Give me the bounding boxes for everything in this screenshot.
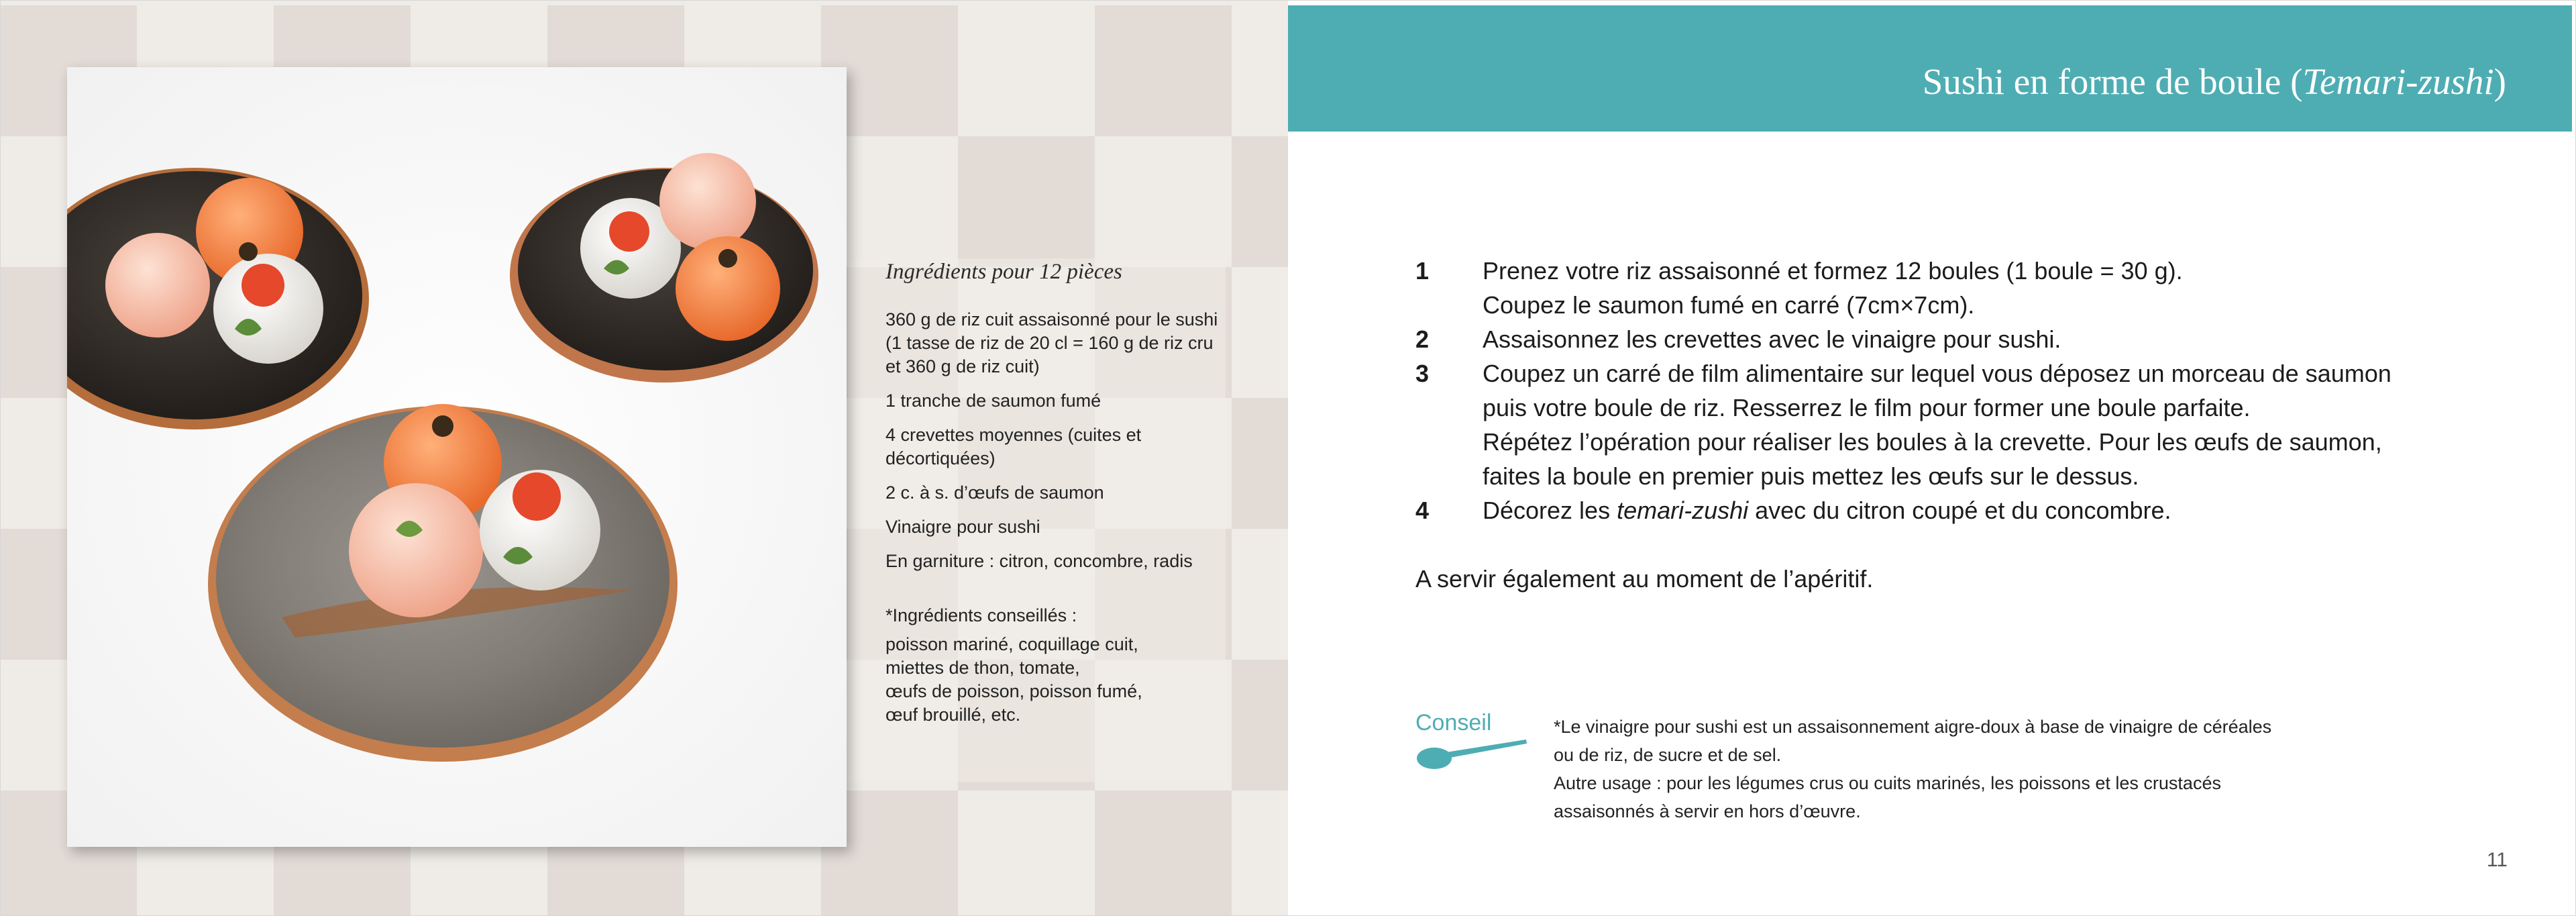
step-text <box>1483 493 2462 527</box>
step-text: Répétez l’opération pour réaliser les boules à la crevette. Pour les œufs de saumon, <box>1483 428 2382 456</box>
step-1 <box>1415 254 2462 322</box>
tip-block <box>1415 710 1491 736</box>
step-text-post: avec du citron coupé et du concombre. <box>1748 497 2171 524</box>
step-2 <box>1415 322 2462 356</box>
sushi-photo <box>67 67 847 847</box>
recommended-ingredients-body: poisson mariné, coquillage cuit, miettes de thon, tomate, œufs de poisson, poisson fumé, œuf brouillé, etc. <box>885 634 1142 725</box>
steps-list <box>1415 254 2462 527</box>
ingredients-title: Ingrédients pour 12 pièces <box>885 260 1122 284</box>
sushi-photo-illustration <box>67 67 847 847</box>
recipe-title <box>1923 60 2506 103</box>
serving-note: A servir également au moment de l’apéritif. <box>1415 565 1874 593</box>
ingredient-item: 1 tranche de saumon fumé <box>885 391 1102 411</box>
checker-cell <box>1232 660 1288 791</box>
checker-cell <box>1232 398 1288 529</box>
tip-line: Autre usage : pour les légumes crus ou cuits marinés, les poissons et les crustacés <box>1554 773 2221 793</box>
page-number: 11 <box>2486 849 2508 871</box>
recommended-ingredients-title: *Ingrédients conseillés : <box>885 605 1077 625</box>
recipe-title-main: Sushi en forme de boule ( <box>1922 61 2303 102</box>
checker-cell <box>1095 5 1232 136</box>
step-text: faites la boule en premier puis mettez les œufs sur le dessus. <box>1483 462 2139 490</box>
step-text: puis votre boule de riz. Resserrez le film pour former une boule parfaite. <box>1483 394 2251 421</box>
checker-cell <box>1095 791 1232 916</box>
tip-text <box>1554 713 2359 825</box>
step-number: 2 <box>1415 325 1430 353</box>
ingredient-item: 2 c. à s. d’œufs de saumon <box>885 482 1104 503</box>
step-text: Coupez un carré de film alimentaire sur lequel vous déposez un morceau de saumon <box>1483 360 2392 387</box>
ingredient-item: En garniture : citron, concombre, radis <box>885 551 1193 571</box>
step-number: 3 <box>1415 360 1430 387</box>
tip-line: assaisonnés à servir en hors d’œuvre. <box>1554 801 1861 821</box>
step-number: 1 <box>1415 257 1430 285</box>
checker-cell <box>1232 136 1288 267</box>
title-banner <box>1288 5 2572 132</box>
right-page <box>1288 0 2576 916</box>
step-text-italic: temari-zushi <box>1617 497 1749 524</box>
ingredient-item: Vinaigre pour sushi <box>885 517 1040 537</box>
ingredient-item: 360 g de riz cuit assaisonné pour le sushi (1 tasse de riz de 20 cl = 160 g de riz cru et 360 g de riz cuit) <box>885 309 1218 376</box>
recipe-title-close: ) <box>2493 61 2506 102</box>
step-3 <box>1415 356 2462 493</box>
step-text: Assaisonnez les crevettes avec le vinaigre pour sushi. <box>1483 325 2061 353</box>
ingredients-list <box>885 260 1221 727</box>
step-text-pre: Décorez les <box>1483 497 1617 524</box>
step-number: 4 <box>1415 497 1430 524</box>
tip-line: *Le vinaigre pour sushi est un assaisonnement aigre-doux à base de vinaigre de céréales <box>1554 717 2272 737</box>
checker-cell <box>958 136 1095 267</box>
step-text: Coupez le saumon fumé en carré (7cm×7cm). <box>1483 291 1975 319</box>
tip-label: Conseil <box>1415 710 1492 735</box>
ingredient-item: 4 crevettes moyennes (cuites et décortiquées) <box>885 425 1142 468</box>
recipe-title-italic: Temari-zushi <box>2302 61 2494 102</box>
step-4 <box>1415 493 2462 527</box>
tip-line: ou de riz, de sucre et de sel. <box>1554 745 1782 765</box>
step-text: Prenez votre riz assaisonné et formez 12 boules (1 boule = 30 g). <box>1483 257 2183 285</box>
spoon-icon <box>1415 740 1529 786</box>
